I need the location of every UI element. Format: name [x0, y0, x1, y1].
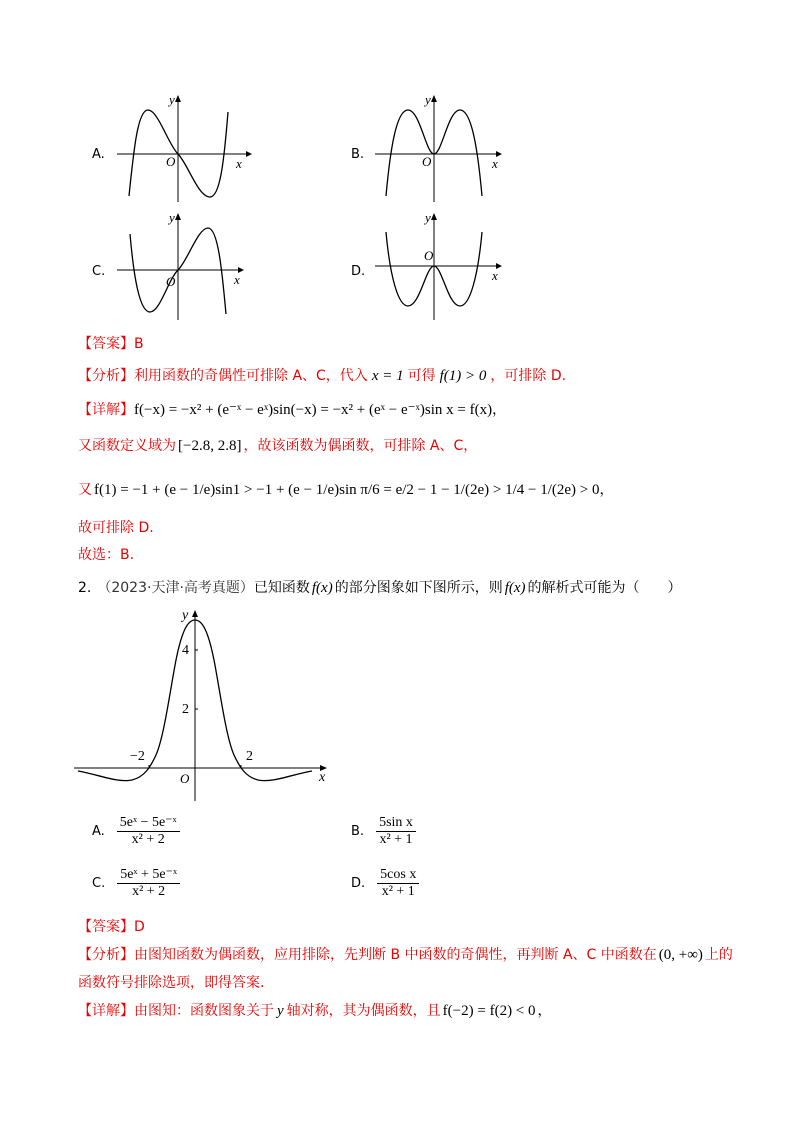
- q2-graph-tick-y4: 4: [182, 643, 189, 658]
- q2-analysis-interval: (0, +∞): [658, 947, 703, 963]
- q2-detail-end: ，: [537, 1003, 552, 1019]
- q2-detail-mid: 轴对称，其为偶函数，且: [286, 1003, 441, 1019]
- q2-option-a-label: A.: [92, 823, 105, 839]
- q2-option-b-den: x² + 1: [379, 832, 413, 847]
- option-a-x-label: x: [236, 156, 242, 171]
- q2-option-c-den: x² + 2: [132, 884, 166, 899]
- q2-answer-line: [78, 917, 145, 937]
- q2-option-c-frac: [117, 867, 180, 900]
- option-b-origin: O: [422, 154, 432, 169]
- q1-analysis-post: ，可排除 D.: [490, 368, 567, 384]
- q1-analysis-line: [78, 366, 566, 386]
- q2-option-d: [351, 867, 419, 900]
- q1-analysis-mid: 可得: [407, 368, 436, 384]
- option-d-origin: O: [424, 248, 434, 263]
- q2-graph-tick-pos2: 2: [246, 749, 253, 764]
- option-a-y-label: y: [169, 92, 175, 107]
- option-c-y-label: y: [169, 210, 175, 225]
- option-c-graph: [112, 210, 252, 322]
- option-b-label: B.: [351, 147, 365, 162]
- q1-line3-pre: 又: [78, 482, 92, 498]
- q2-stem-mid: 的部分图象如下图所示，则: [334, 580, 503, 596]
- q2-option-a-frac: [117, 815, 180, 848]
- option-b-y-label: y: [425, 92, 431, 107]
- option-a-graph: [112, 92, 252, 204]
- q2-graph: [70, 605, 340, 805]
- option-b-graph: [370, 92, 510, 204]
- option-d-label: D.: [351, 264, 366, 279]
- q2-option-c-label: C.: [92, 875, 106, 891]
- q1-line3-eq: f(1) = −1 + (e − 1/e)sin1 > −1 + (e − 1/e)sin π/6 = e/2 − 1 − 1/(2e) > 1/4 − 1/(2e) > 0: [94, 482, 600, 498]
- q2-analysis-1-end: 上的: [704, 947, 733, 963]
- q2-option-b-frac: [376, 815, 416, 848]
- q1-analysis-eq: x = 1: [371, 368, 404, 384]
- q2-option-d-num: 5cos x: [377, 867, 419, 884]
- q2-stem-fx2: f(x): [504, 580, 526, 596]
- option-a-origin: O: [166, 154, 176, 169]
- option-c-origin: O: [166, 274, 176, 289]
- q1-line5: 故选：B.: [78, 547, 135, 563]
- q2-graph-y-label: y: [182, 608, 189, 623]
- q2-graph-origin: O: [180, 771, 190, 786]
- q1-detail-eq-end: ，: [492, 402, 507, 418]
- q1-analysis-tag: 【分析】: [78, 368, 134, 384]
- q2-option-d-den: x² + 1: [381, 884, 415, 899]
- q2-answer: D: [134, 919, 145, 935]
- option-d-x-label: x: [492, 268, 498, 283]
- q2-detail-y: y: [277, 1003, 284, 1019]
- q2-answer-tag: 【答案】: [78, 919, 134, 935]
- q2-analysis-line1: [78, 945, 733, 965]
- option-c-x-label: x: [234, 272, 240, 287]
- q2-stem-fx: f(x): [311, 580, 333, 596]
- q2-analysis-tag: 【分析】: [78, 947, 134, 963]
- q2-detail-line: [78, 1001, 552, 1021]
- q2-graph-x-label: x: [319, 770, 326, 785]
- q2-graph-tick-y2: 2: [182, 702, 189, 717]
- q1-answer-line: [78, 334, 144, 354]
- q1-line3-end: ，: [599, 482, 614, 498]
- q2-option-c: [92, 867, 180, 900]
- q1-line3: [78, 480, 614, 500]
- q2-stem-pre: 已知函数: [253, 580, 310, 596]
- option-d-y-label: y: [425, 210, 431, 225]
- q2-option-b-label: B.: [351, 823, 365, 839]
- q1-answer-tag: 【答案】: [78, 336, 134, 352]
- q2-option-b-num: 5sin x: [376, 815, 416, 832]
- q2-option-b: [351, 815, 416, 848]
- q1-detail-tag: 【详解】: [78, 402, 134, 418]
- option-c-label: C.: [92, 264, 106, 279]
- q1-line4: 故可排除 D.: [78, 520, 154, 536]
- q1-analysis-pre: 利用函数的奇偶性可排除 A、C，代入: [134, 368, 368, 384]
- q1-line2-post: ，故该函数为偶函数，可排除 A、C，: [243, 438, 478, 454]
- q2-option-c-num: 5eˣ + 5e⁻ˣ: [117, 867, 180, 884]
- option-b-x-label: x: [492, 156, 498, 171]
- q2-detail-eq: f(−2) = f(2) < 0: [442, 1003, 536, 1019]
- q2-graph-tick-neg2: −2: [130, 749, 145, 764]
- q1-answer: B: [134, 336, 144, 352]
- q2-option-a: [92, 815, 180, 848]
- q2-option-a-den: x² + 2: [131, 832, 165, 847]
- q2-number: 2.: [78, 580, 92, 596]
- q2-stem: [78, 578, 682, 598]
- option-a-label: A.: [92, 147, 105, 162]
- q2-analysis-1: 由图知函数为偶函数，应用排除，先判断 B 中函数的奇偶性，再判断 A、C 中函数在: [134, 947, 657, 963]
- q1-line2-domain: [−2.8, 2.8]: [178, 438, 242, 454]
- q2-option-d-label: D.: [351, 875, 366, 891]
- q2-option-d-frac: [377, 867, 419, 900]
- q1-line2-pre: 又函数定义域为: [78, 438, 176, 454]
- q2-detail-tag: 【详解】: [78, 1003, 134, 1019]
- q1-line2: [78, 436, 477, 456]
- q2-detail-pre: 由图知：函数图象关于: [134, 1003, 274, 1019]
- q2-source: （2023·天津·高考真题）: [97, 580, 254, 596]
- q1-detail-eq: f(−x) = −x² + (e⁻ˣ − eˣ)sin(−x) = −x² + (eˣ − e⁻ˣ)sin x = f(x): [134, 402, 493, 418]
- q2-analysis-line2: 函数符号排除选项，即得答案.: [78, 975, 265, 991]
- q2-option-a-num: 5eˣ − 5e⁻ˣ: [117, 815, 180, 832]
- q1-detail-line: [78, 400, 506, 420]
- q1-analysis-ineq: f(1) > 0: [439, 368, 487, 384]
- option-d-graph: [370, 210, 510, 322]
- q2-stem-post: 的解析式可能为（ ）: [527, 580, 682, 596]
